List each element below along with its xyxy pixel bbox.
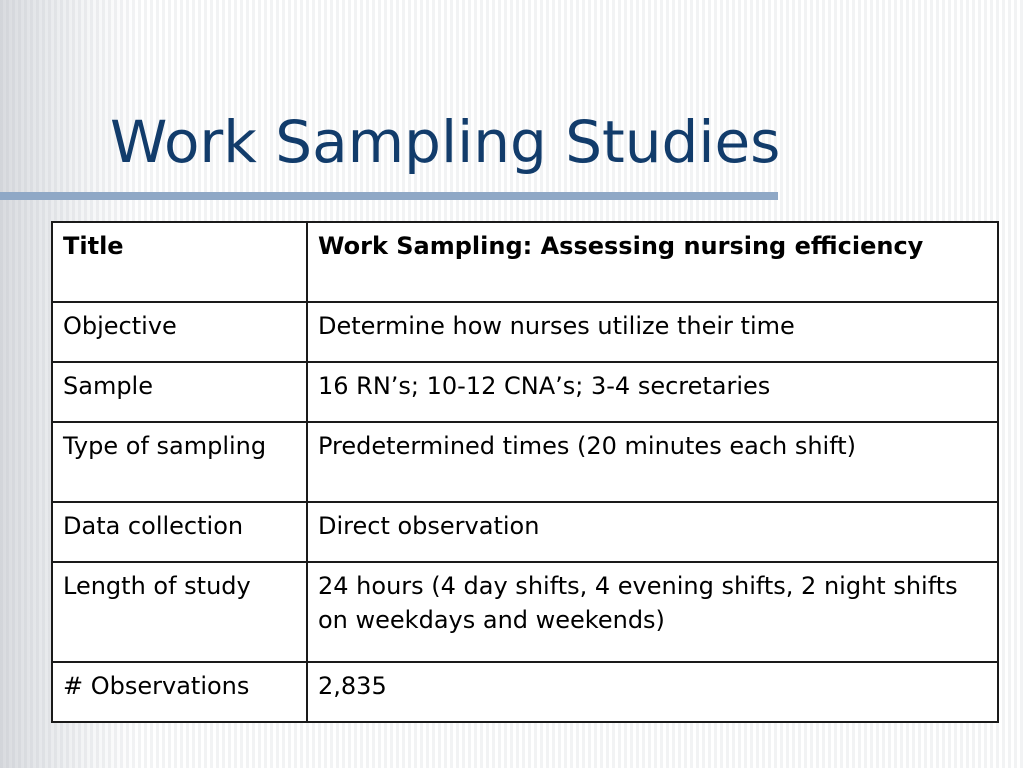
row-label: Length of study xyxy=(52,562,307,662)
row-label: Type of sampling xyxy=(52,422,307,502)
row-value: 16 RN’s; 10-12 CNA’s; 3-4 secretaries xyxy=(307,362,998,422)
row-value: Direct observation xyxy=(307,502,998,562)
row-value: Predetermined times (20 minutes each shift) xyxy=(307,422,998,502)
table-row-objective xyxy=(52,302,998,362)
row-label: Sample xyxy=(52,362,307,422)
slide-title: Work Sampling Studies xyxy=(110,108,781,176)
study-summary-table-body xyxy=(52,222,998,722)
table-row-title xyxy=(52,222,998,302)
table-row-data-collection xyxy=(52,502,998,562)
table-row-observations xyxy=(52,662,998,722)
row-value: Work Sampling: Assessing nursing efficiency xyxy=(307,222,998,302)
row-value: 2,835 xyxy=(307,662,998,722)
row-label: # Observations xyxy=(52,662,307,722)
table-row-sample xyxy=(52,362,998,422)
row-label: Title xyxy=(52,222,307,302)
row-value: Determine how nurses utilize their time xyxy=(307,302,998,362)
row-label: Objective xyxy=(52,302,307,362)
table-row-length-of-study xyxy=(52,562,998,662)
row-label: Data collection xyxy=(52,502,307,562)
study-summary-table xyxy=(51,221,999,723)
title-divider xyxy=(0,192,778,200)
table-row-type-of-sampling xyxy=(52,422,998,502)
row-value: 24 hours (4 day shifts, 4 evening shifts, 2 night shifts on weekdays and weekends) xyxy=(307,562,998,662)
